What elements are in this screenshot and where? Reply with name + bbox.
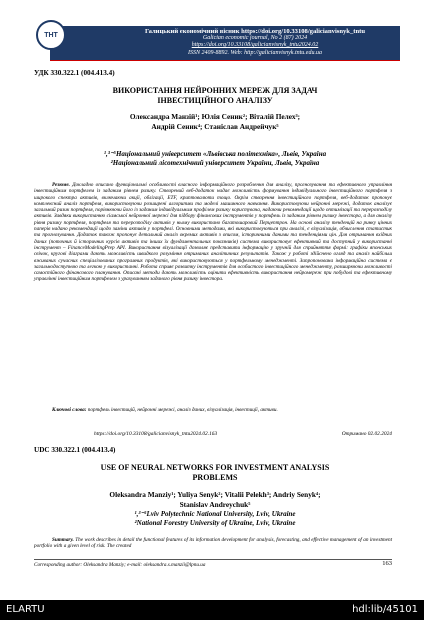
summary-en <box>34 537 392 550</box>
udc-ua: УДК 330.322.1 (004.413.4) <box>34 69 115 77</box>
page-footer <box>34 559 392 568</box>
authors-ua <box>50 112 380 131</box>
journal-header <box>44 26 400 61</box>
authors-en <box>50 490 380 509</box>
header-issn-web: ISSN 2409-8892. Web: http://galicianvisnyk.tntu.edu.ua <box>188 49 322 56</box>
affiliation-en-2: ²National Forestry University of Ukraine, Lviv, Ukraine <box>134 519 296 527</box>
header-journal-name: Галицький економічний вісник https://doi.org/10.33108/galicianvisnyk_tntu <box>145 28 365 35</box>
affiliations-ua <box>40 150 390 168</box>
header-issue: Galician economic journal, No 2 (87) 2024 <box>202 35 308 42</box>
authors-en-line1: Oleksandra Manziy¹; Yuliya Senyk²; Vitalii Pelekh³; Andriy Senyk⁴; <box>109 490 321 499</box>
repository-name: ELARTU <box>6 604 45 615</box>
header-issue-doi-link[interactable]: https://doi.org/10.33108/galicianvisnyk_tntu2024.02 <box>191 42 319 49</box>
keywords-ua-label: Ключові слова: <box>52 407 87 413</box>
abstract-ua <box>34 182 392 283</box>
corresponding-author: Corresponding author: Oleksandra Manziy; e-mail: oleksandra.s.manzii@lpnu.ua <box>34 562 206 568</box>
keywords-ua-text: портфель інвестицій, нейронні мережі, аналіз даних, візуалізація, інвестиції, активи. <box>87 407 278 413</box>
keywords-ua <box>34 407 392 413</box>
title-ua-line2: ІНВЕСТИЦІЙНОГО АНАЛІЗУ <box>157 96 273 105</box>
authors-en-line2: Stanislav Andreychuk⁵ <box>179 499 251 509</box>
summary-en-text: The work describes in detail the functional features of its information development for analysis, forecasting, and effective management of an investment portfolio with a given level of risk. The created <box>34 537 393 550</box>
title-en-line1: USE OF NEURAL NETWORKS FOR INVESTMENT ANALYSIS <box>100 463 330 472</box>
udc-en: UDC 330.322.1 (004.413.4) <box>34 446 116 454</box>
page-number: 163 <box>382 560 392 567</box>
journal-logo: ТНТ <box>36 20 66 50</box>
handle-id: hdl:lib/45101 <box>352 604 418 615</box>
article-doi-link[interactable]: https://doi.org/10.33108/galicianvisnyk_tntu2024.02.163 <box>94 431 218 437</box>
title-ua <box>60 86 370 106</box>
abstract-ua-label: Резюме. <box>52 182 70 188</box>
affiliation-ua-2: ²Національний лісотехнічний університет України, Львів, Україна <box>110 159 320 167</box>
abstract-ua-text: Докладно описано функціональні особливості власного інформаційного розроблення для аналізу, прогнозування та ефективного управління інвестиційним портфелем із заданим рівнем ризику. Створений веб-додаток надає можливість формування індивідуального інвестиційного портфеля з широкого спектра активів, включаючи акції, облігації, ETF, криптовалюти тощо. Окрім створення інвестиційного портфеля, веб-додаток пропонує комплексний аналіз портфеля, використовуючи розширені алгоритми та моделі машинного навчання. Використовуючи нейронні мережі, додаток аналізує загальний ризик портфеля, порівнюючи його із заданим індивідуальним профілем ризику користувача, надаючи рекомендації щодо оптимізації та перерозподілу активів. Завдяки використанню сіамської нейронної мережі для підбору фінансових інструментів у портфель із заданим рівнем ризику інвестора, а для аналізу рівня ризику портфеля, портфеля та перерозподілу активів у ньому використано багатошаровий Перцептрон. На основі аналізу тенденцій на ринку цінних паперів надано рекомендації щодо заміни активів у портфелі. Основними методами, які використовуються при аналізі, є візуалізація, обчислення статистик та прогнозування. Додаток також пропонує детальний аналіз окремих активів з описом, історичними даними та тенденціями цін. Для отримання вхідних даних (поточних й історичних курсів активів та інших їх фундаментальних показників) система використовує ефективний та доступний у використанні інструмент – FinanceModelingPrep API. Використання візуалізації дозволяє представити інформацію у зручній для сприйняття формі: графіки японських свічок, кругові діаграми дають можливість швидкого розуміння отриманих аналітичних результатів. Також у роботі здійснено огляд та аналіз найбільш вживаних сучасних спеціалізованих програмних продуктів, які використовуються у портфельному менеджменті. Запропонована інформаційна система є загальнодоступною та легкою у використанні. Робота сприяє розвитку інструментів для особистого інвестиційного менеджменту, розширюючи можливості самостійного фінансового планування. Описані методи дають можливість оцінити ефективність використання нейромереж при побудові та ефективному управлінні інвестиційним портфелем з урахуванням заданого рівня ризику інвестора. <box>34 182 392 283</box>
affiliations-en <box>40 510 390 528</box>
affiliation-en-1: ¹,³⁻⁵Lviv Polytechnic National University, Lviv, Ukraine <box>134 510 296 518</box>
summary-en-label: Summary. <box>52 537 74 543</box>
title-ua-line1: ВИКОРИСТАННЯ НЕЙРОННИХ МЕРЕЖ ДЛЯ ЗАДАЧ <box>112 86 318 95</box>
authors-ua-line1: Олександра Манзій¹; Юлія Сеник²; Віталій Пелех³; <box>129 112 301 121</box>
title-en <box>60 463 370 483</box>
affiliation-ua-1: ¹,³⁻⁵Національний університет «Львівська політехніка», Львів, Україна <box>103 150 327 158</box>
journal-header-text <box>120 28 390 57</box>
title-en-line2: PROBLEMS <box>192 473 238 482</box>
authors-ua-line2: Андрій Сеник⁴; Станіслав Андрейчук⁵ <box>151 121 279 131</box>
received-date: Отримано 02.02.2024 <box>341 431 392 437</box>
viewer-status-strip <box>0 600 424 620</box>
